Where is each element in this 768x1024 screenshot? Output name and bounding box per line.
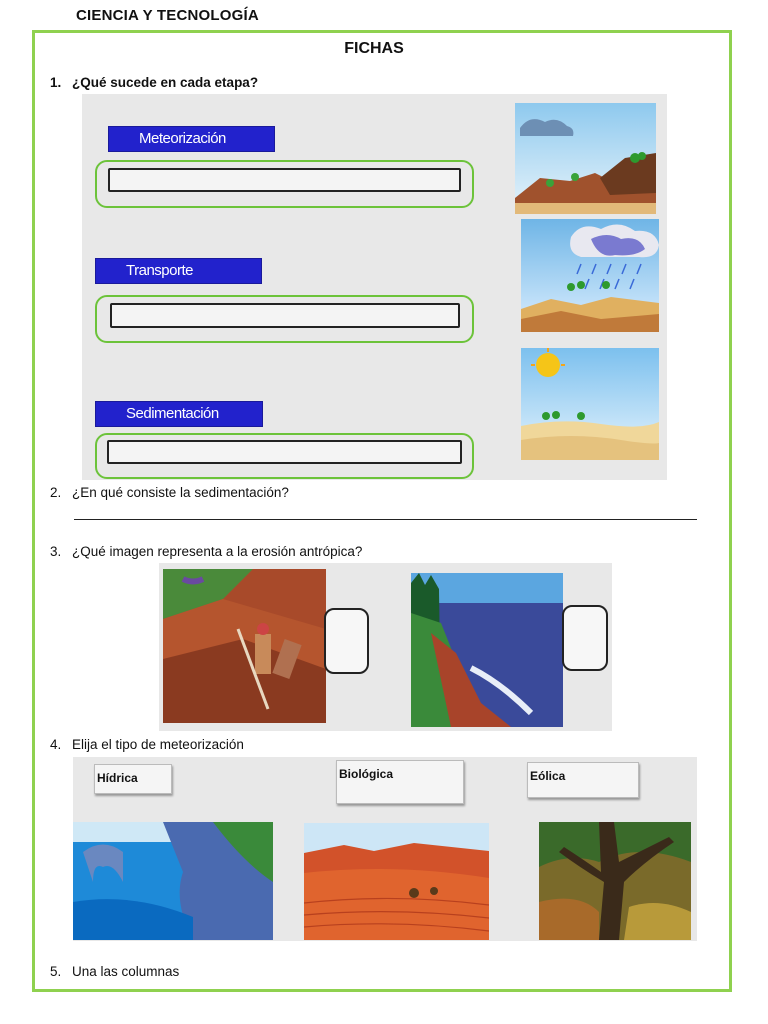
stage-answer-field-3[interactable]: [107, 440, 462, 464]
question-text: ¿En qué consiste la sedimentación?: [72, 485, 289, 500]
stage-label-transporte: Transporte: [95, 258, 262, 284]
subject-header: CIENCIA Y TECNOLOGÍA: [76, 7, 259, 24]
stage-label-sedimentacion: Sedimentación: [95, 401, 263, 427]
transport-image: [521, 219, 659, 332]
question-number: 5.: [50, 964, 62, 979]
question-text: ¿Qué sucede en cada etapa?: [72, 75, 259, 90]
option-biologica[interactable]: Biológica: [336, 760, 464, 804]
sedimentation-image: [521, 348, 659, 460]
question-number: 3.: [50, 544, 62, 559]
question-4: [50, 737, 244, 752]
option-eolica[interactable]: Eólica: [527, 762, 639, 798]
question-2: [50, 485, 289, 500]
desert-image: [304, 823, 489, 940]
question-3: [50, 544, 362, 559]
answer-box-anthropic[interactable]: [324, 608, 369, 674]
anthropic-erosion-image: [163, 569, 326, 723]
question-number: 4.: [50, 737, 62, 752]
meteorization-image: [515, 103, 656, 214]
question-5: [50, 964, 179, 979]
stage-answer-field-1[interactable]: [108, 168, 461, 192]
question-1: [50, 75, 258, 90]
question-text: ¿Qué imagen representa a la erosión antrópica?: [72, 544, 363, 559]
stage-label-meteorizacion: Meteorización: [108, 126, 275, 152]
question-text: Una las columnas: [72, 964, 180, 979]
stage-answer-field-2[interactable]: [110, 303, 460, 328]
natural-erosion-image: [411, 573, 563, 727]
question-text: Elija el tipo de meteorización: [72, 737, 244, 752]
option-hidrica[interactable]: Hídrica: [94, 764, 172, 794]
question-number: 2.: [50, 485, 62, 500]
coastal-arch-image: [73, 822, 273, 940]
answer-line[interactable]: [74, 518, 697, 520]
page-title: FICHAS: [344, 40, 404, 57]
question-number: 1.: [50, 75, 62, 90]
answer-box-natural[interactable]: [562, 605, 608, 671]
tree-roots-image: [539, 822, 691, 940]
